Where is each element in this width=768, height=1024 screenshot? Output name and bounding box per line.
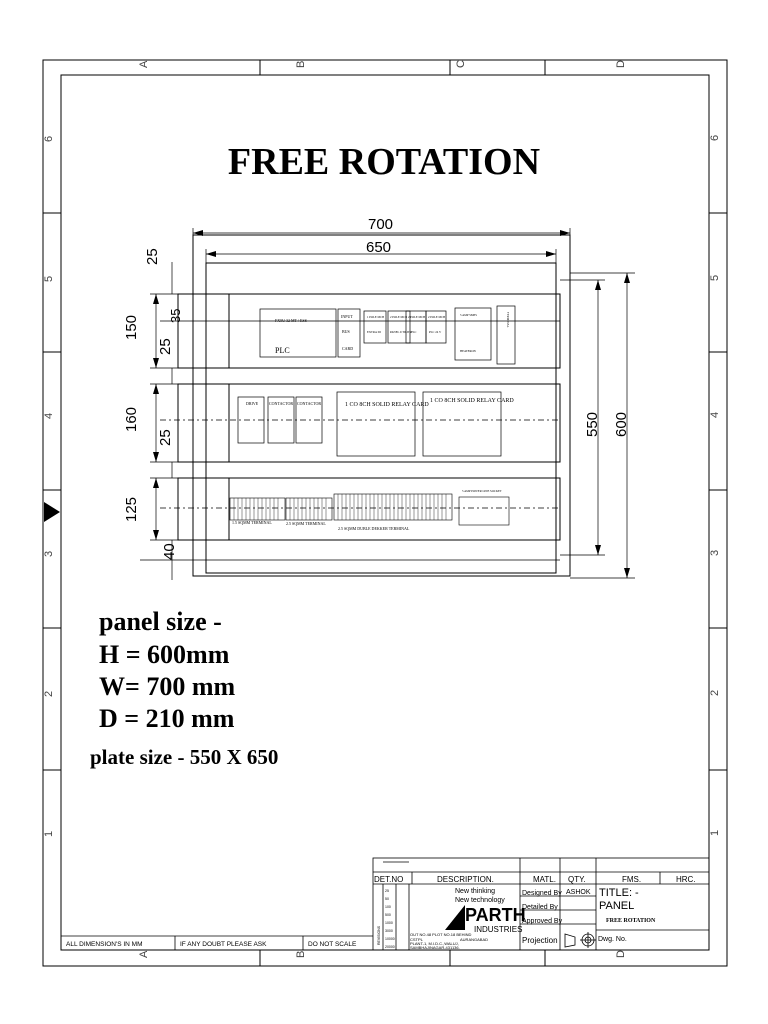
drawing-title: FREE ROTATION [227, 141, 541, 183]
revisions-side: REVISIONS [377, 925, 381, 945]
notes-texts [66, 941, 357, 948]
note-dimensions: ALL DIMENSION'S IN MM [66, 941, 143, 948]
zone-dividers [43, 60, 727, 966]
row1-labels [275, 312, 510, 355]
rev-1: 50 [385, 897, 389, 901]
centering-mark [44, 502, 60, 522]
contactor2-label: CONTACTOR [297, 401, 322, 406]
power-socket [459, 497, 509, 525]
dim-150: 150 [123, 314, 140, 340]
rev-7: 20000 [385, 945, 395, 949]
heater-label: HEATERON [460, 349, 476, 353]
note-no-scale: DO NOT SCALE [308, 941, 357, 948]
rev-3: 500 [385, 913, 391, 917]
approved-label: Approved By [522, 918, 563, 925]
terminal-block-3 [334, 494, 452, 520]
th-detno: DET.NO [374, 875, 404, 884]
card-label: CARD [342, 346, 354, 351]
outer-border [43, 60, 727, 966]
zone-row-1-left: 1 [43, 830, 55, 837]
zone-row-3-left: 3 [43, 550, 55, 557]
plate-size: plate size - 550 X 650 [90, 745, 279, 769]
parth-logo-shape [445, 905, 465, 930]
bus-label: BUS [342, 329, 350, 334]
note-doubt: IF ANY DOUBT PLEASE ASK [180, 941, 267, 948]
row2-duct [229, 384, 560, 462]
dimension-texts [123, 216, 630, 560]
zone-row-5-right: 5 [709, 274, 721, 281]
dim-25-row1: 25 [157, 338, 174, 355]
address-5: SAMBHAJINAGAR-431136. [410, 945, 460, 950]
mcb2-label: 2 POLE MCB [390, 315, 408, 319]
panel-width: W= 700 mm [99, 672, 236, 701]
title-value: PANEL [599, 900, 635, 912]
zone-row-5-left: 5 [43, 275, 55, 282]
plc-module [260, 309, 336, 357]
address-3: PLANT-1, M.I.D.C.,WALUJ, [410, 941, 459, 946]
zone-row-1-right: 1 [709, 829, 721, 836]
mcb1-label: 1 POLE MCB [367, 315, 385, 319]
dim-550: 550 [584, 411, 601, 437]
zone-row-2-right: 2 [709, 689, 721, 696]
dim-650: 650 [366, 239, 392, 256]
relay1-label: 1 CO 8CH SOLID RELAY CARD [345, 402, 429, 408]
zone-col-d-bottom: D [615, 950, 627, 958]
dwg-label: Dwg. No. [598, 936, 627, 943]
company-sub: INDUSTRIES [474, 925, 523, 934]
plc2-label: PLC [411, 330, 417, 334]
amp-label: 5 AMP POWER LINE SOCKET [462, 489, 502, 493]
input-label: INPUT [341, 314, 353, 319]
address-2: CSTPL [410, 937, 423, 942]
th-hrc: HRC. [676, 875, 696, 884]
rev-2: 100 [385, 905, 391, 909]
address-1: OUT NO.48 PLOT NO.18 BEHIND [410, 932, 472, 937]
tagline-2: New technology [455, 897, 505, 904]
fx-label: FX5U 32 MT / ESS [275, 318, 307, 323]
tagline-1: New thinking [455, 888, 496, 895]
mcb4-label: 2 POLE MCB [428, 315, 446, 319]
zone-col-c-top: C [455, 60, 467, 68]
dim-125: 125 [123, 496, 140, 522]
relay2-label: 1 CO 8CH SOLID RELAY CARD [430, 398, 514, 404]
zone-row-4-left: 4 [43, 412, 55, 419]
dim-40: 40 [161, 543, 178, 560]
inner-border [61, 75, 709, 950]
zone-row-3-right: 3 [709, 549, 721, 556]
projection-symbol [565, 932, 596, 948]
dim-600: 600 [613, 411, 630, 437]
t3-label: 2.5 SQMM DUBLE DEKKER TERMINAL [338, 526, 410, 531]
plc24-label: PLC 24 V [429, 330, 442, 334]
address-4: AURANGABAD [460, 937, 489, 942]
row2-frame [178, 384, 560, 462]
row3-components [230, 494, 509, 525]
rev-5: 3000 [385, 929, 393, 933]
zone-row-4-right: 4 [709, 411, 721, 418]
zone-col-a-bottom: A [138, 950, 150, 958]
title-block-texts [374, 875, 696, 950]
zone-col-a-top: A [138, 60, 150, 68]
rev-6: 10000 [385, 937, 395, 941]
zone-col-b-bottom: B [295, 950, 307, 958]
t1-label: 1.5 SQMM TERMINAL [232, 520, 272, 525]
drive-label: DRIVE [246, 401, 259, 406]
th-fms: FMS. [622, 875, 642, 884]
contactor1-label: CONTACTOR [269, 401, 294, 406]
dim-35: 35 [168, 308, 183, 323]
title-subtitle: FREE ROTATION [606, 918, 656, 924]
panel-depth: D = 210 mm [99, 704, 235, 733]
t2-label: 2.5 SQMM TERMINAL [286, 521, 326, 526]
dim-25-row2: 25 [157, 429, 174, 446]
zone-col-d-top: D [615, 60, 627, 68]
th-description: DESCRIPTION. [437, 875, 494, 884]
company-logo-text: PARTH [465, 905, 526, 925]
th-matl: MATL. [533, 875, 556, 884]
zone-row-6-left: 6 [43, 135, 55, 142]
panel-size-label: panel size - [99, 607, 222, 636]
extra-di-label: EXTRA DI [367, 330, 381, 334]
terminal-block-2 [286, 498, 332, 520]
mcb3-label: 2 POLE MCB [408, 315, 426, 319]
projection-label: Projection [522, 936, 558, 945]
terminal-strip [497, 306, 515, 364]
title-label: TITLE: - [599, 887, 639, 899]
panel-height: H = 600mm [99, 640, 230, 669]
terminal-block-1 [230, 498, 285, 520]
designed-label: Designed By [522, 890, 562, 897]
designed-value: ASHOK [566, 889, 591, 896]
dim-700: 700 [368, 216, 394, 233]
row2-labels [246, 398, 514, 408]
zone-row-2-left: 2 [43, 690, 55, 697]
rev-4: 1000 [385, 921, 393, 925]
dim-160: 160 [123, 406, 140, 432]
zone-row-6-right: 6 [709, 134, 721, 141]
rev-0: 25 [385, 889, 389, 893]
dim-25-top: 25 [144, 248, 161, 265]
detailed-label: Detailed By [522, 904, 558, 911]
panel-util-label: PANEL UTILITY [390, 330, 412, 334]
smps-label: 5 AMP SMPS [460, 313, 477, 317]
th-qty: QTY. [568, 875, 586, 884]
plc-label: PLC [275, 346, 290, 355]
vertical-terminal-label: TERMINAL [506, 312, 510, 328]
zone-col-b-top: B [295, 60, 307, 68]
